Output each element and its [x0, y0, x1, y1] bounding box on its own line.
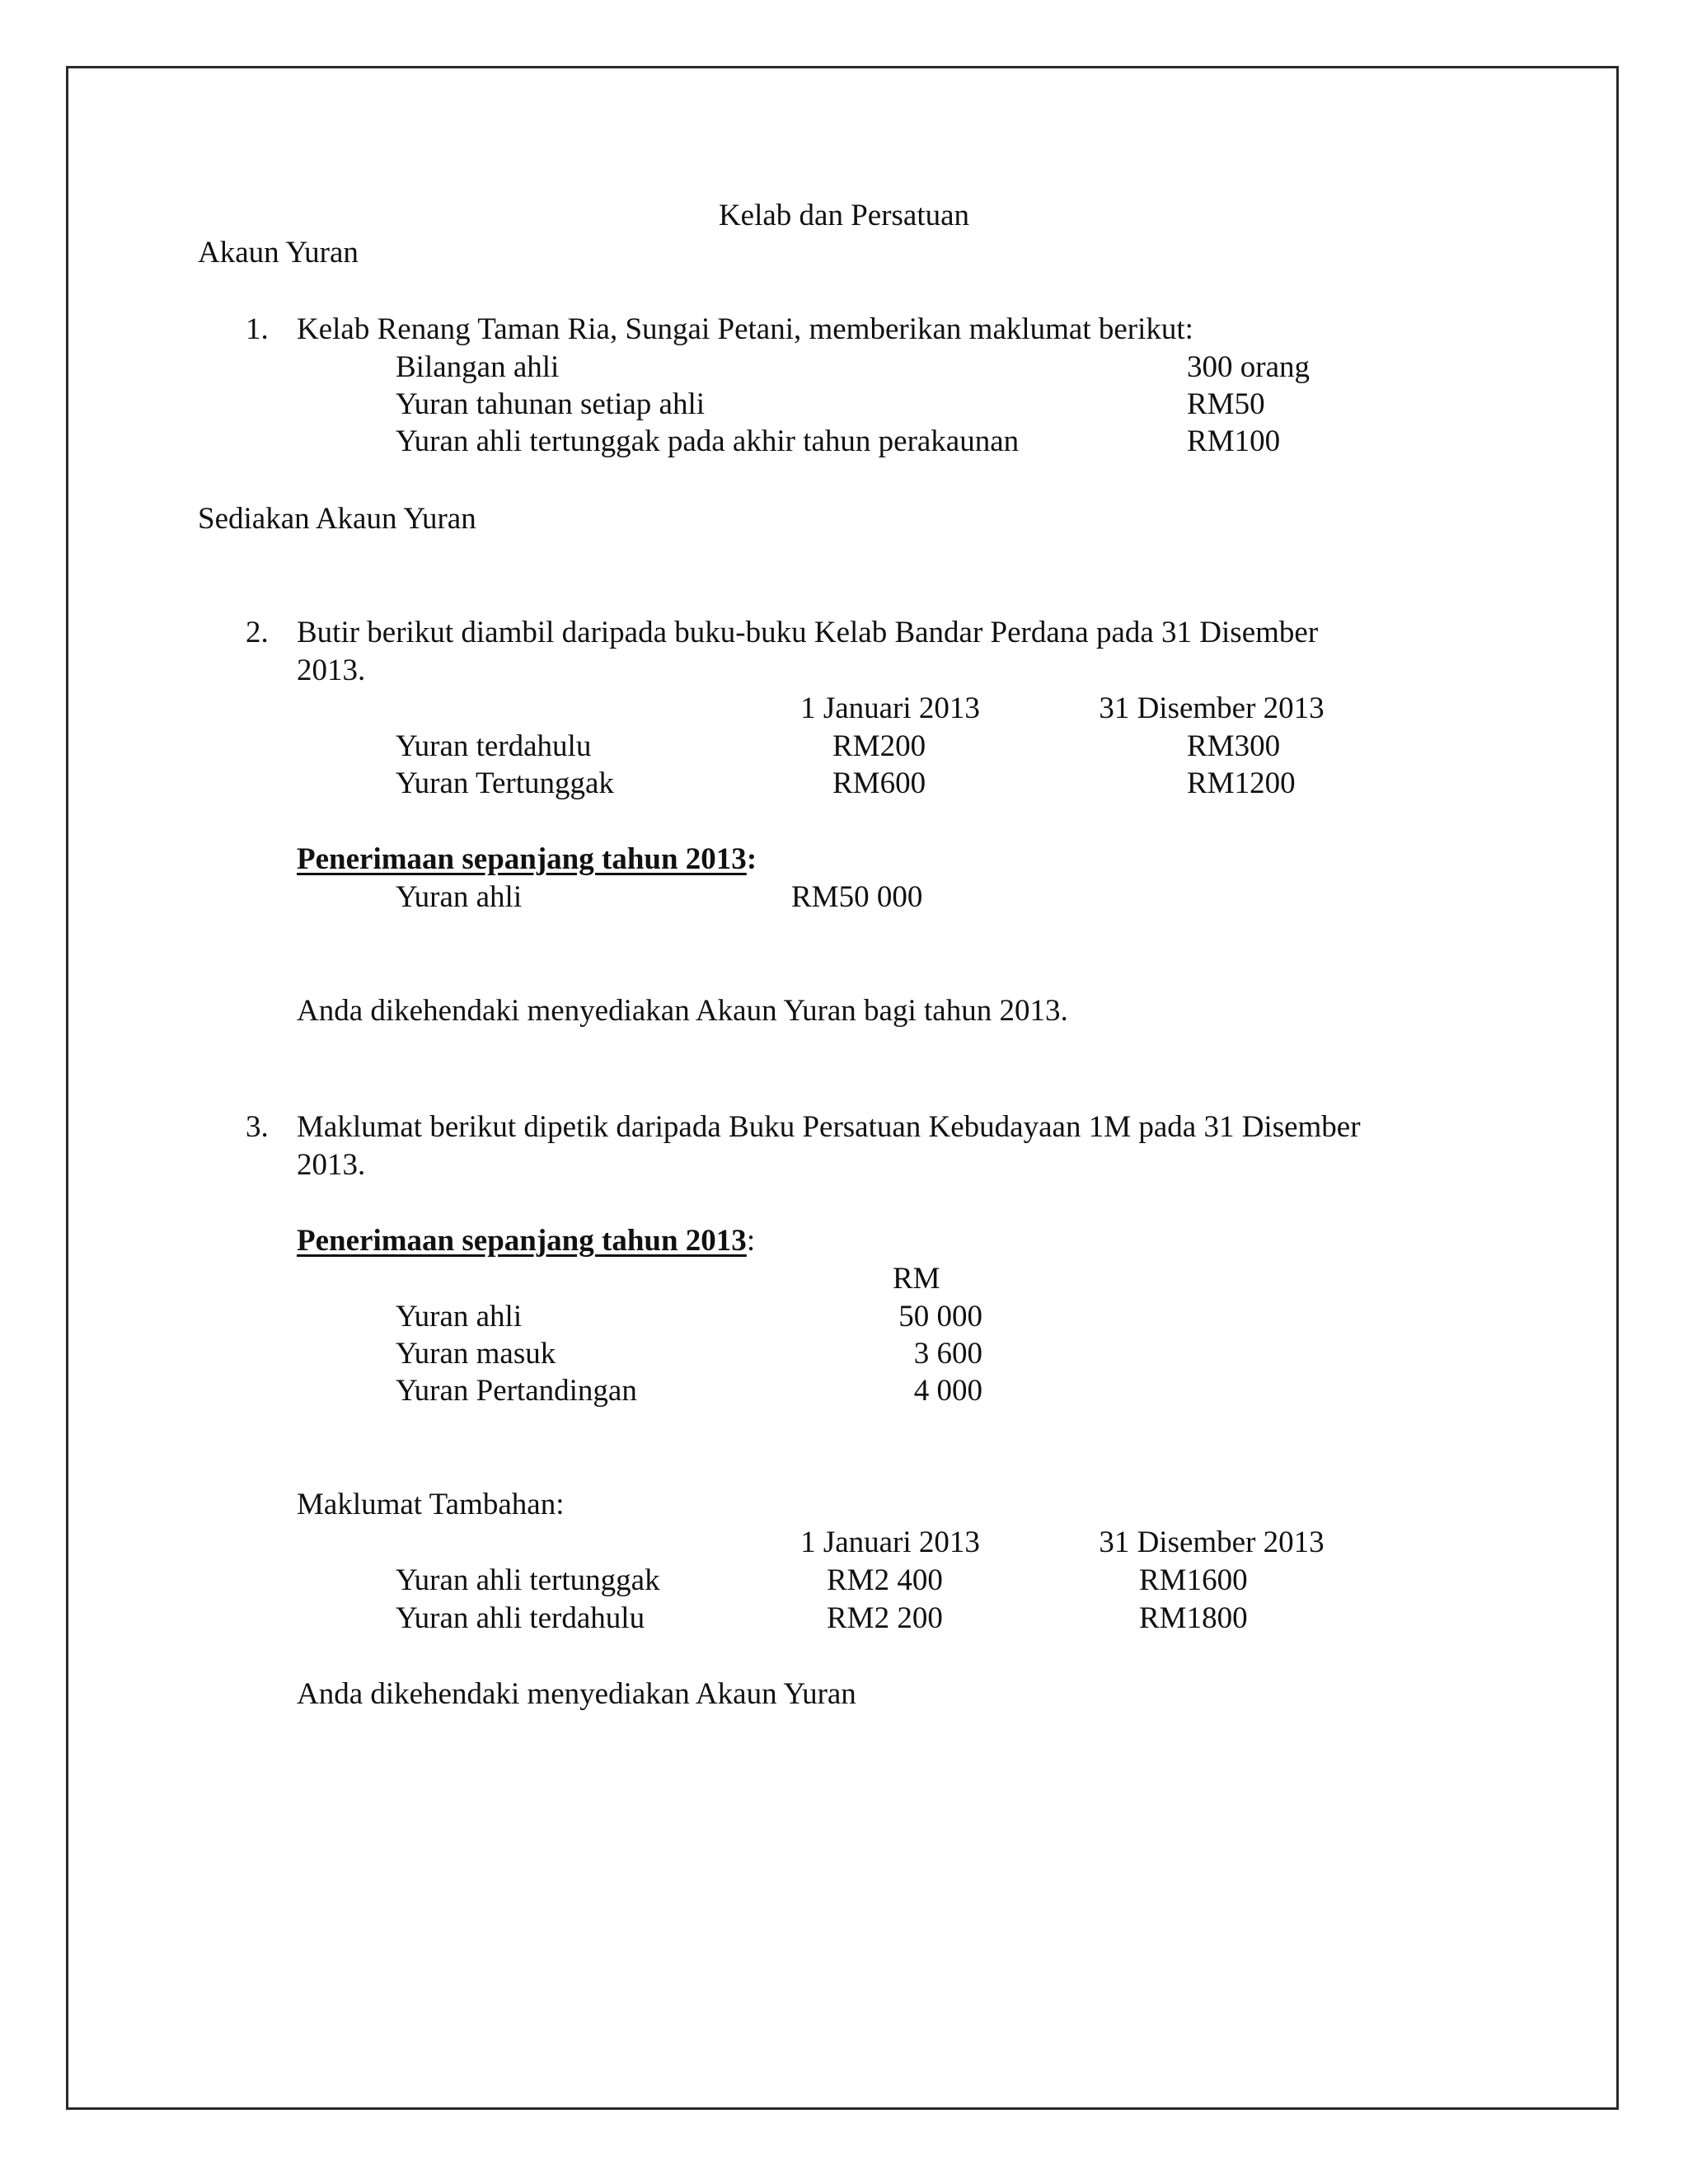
- q1-number: 1.: [246, 312, 269, 346]
- q2-receipts-heading-text: Penerimaan sepanjang tahun 2013: [297, 842, 747, 876]
- q2-receipt-value: RM50 000: [791, 880, 923, 914]
- q3-row-label: Yuran ahli terdahulu: [396, 1601, 645, 1635]
- q3-receipts-heading-text: Penerimaan sepanjang tahun 2013: [297, 1224, 747, 1258]
- q1-row-value: RM50: [1187, 387, 1265, 421]
- q3-col-header: 31 Disember 2013: [1099, 1526, 1325, 1559]
- q2-row-value: RM1200: [1187, 766, 1296, 800]
- q2-intro: Butir berikut diambil daripada buku-buku Kelab Bandar Perdana pada 31 Disember: [297, 616, 1319, 649]
- q3-receipt-value: 4 000: [913, 1374, 982, 1408]
- q2-row-label: Yuran Tertunggak: [396, 766, 614, 800]
- q1-row-value: RM100: [1187, 424, 1281, 458]
- q3-instruction: Anda dikehendaki menyediakan Akaun Yuran: [297, 1677, 856, 1711]
- q2-col-header: 31 Disember 2013: [1099, 691, 1325, 725]
- q3-intro: 2013.: [297, 1148, 366, 1182]
- q2-intro: 2013.: [297, 654, 366, 687]
- q3-row-value: RM2 200: [827, 1601, 943, 1635]
- q2-instruction: Anda dikehendaki menyediakan Akaun Yuran bagi tahun 2013.: [297, 994, 1068, 1028]
- q3-row-value: RM1800: [1139, 1601, 1248, 1635]
- q2-receipts-colon: :: [746, 842, 757, 876]
- q1-row-value: 300 orang: [1187, 350, 1310, 384]
- section-heading: Akaun Yuran: [198, 236, 359, 269]
- q2-row-value: RM300: [1187, 729, 1281, 763]
- q3-number: 3.: [246, 1110, 269, 1144]
- q3-row-label: Yuran ahli tertunggak: [396, 1563, 660, 1597]
- q1-intro: Kelab Renang Taman Ria, Sungai Petani, memberikan maklumat berikut:: [297, 312, 1193, 346]
- q3-row-value: RM1600: [1139, 1563, 1248, 1597]
- q2-receipt-label: Yuran ahli: [396, 880, 523, 914]
- q1-row-label: Bilangan ahli: [396, 350, 560, 384]
- q3-receipt-value: 3 600: [913, 1337, 982, 1371]
- q2-row-value: RM600: [832, 766, 926, 800]
- page-title: Kelab dan Persatuan: [718, 199, 970, 232]
- q1-instruction: Sediakan Akaun Yuran: [198, 502, 476, 536]
- q3-receipt-value: 50 000: [898, 1300, 982, 1333]
- q2-col-header: 1 Januari 2013: [800, 691, 980, 725]
- q3-receipt-label: Yuran masuk: [396, 1337, 556, 1371]
- q3-receipt-label: Yuran ahli: [396, 1300, 523, 1333]
- q2-receipts-heading: [297, 841, 757, 878]
- q3-extra-heading: Maklumat Tambahan:: [297, 1488, 565, 1521]
- q3-col-header: 1 Januari 2013: [800, 1526, 980, 1559]
- q3-intro: Maklumat berikut dipetik daripada Buku Persatuan Kebudayaan 1M pada 31 Disember: [297, 1110, 1361, 1144]
- q2-row-value: RM200: [832, 729, 926, 763]
- q3-rm-header: RM: [893, 1262, 940, 1296]
- page-border: [66, 66, 1619, 2110]
- q3-receipts-colon: :: [746, 1224, 756, 1258]
- q1-row-label: Yuran ahli tertunggak pada akhir tahun perakaunan: [396, 424, 1020, 458]
- q3-receipts-heading: [297, 1223, 755, 1259]
- q3-row-value: RM2 400: [827, 1563, 943, 1597]
- q1-row-label: Yuran tahunan setiap ahli: [396, 387, 706, 421]
- q3-receipt-label: Yuran Pertandingan: [396, 1374, 637, 1408]
- q2-row-label: Yuran terdahulu: [396, 729, 592, 763]
- q2-number: 2.: [246, 616, 269, 649]
